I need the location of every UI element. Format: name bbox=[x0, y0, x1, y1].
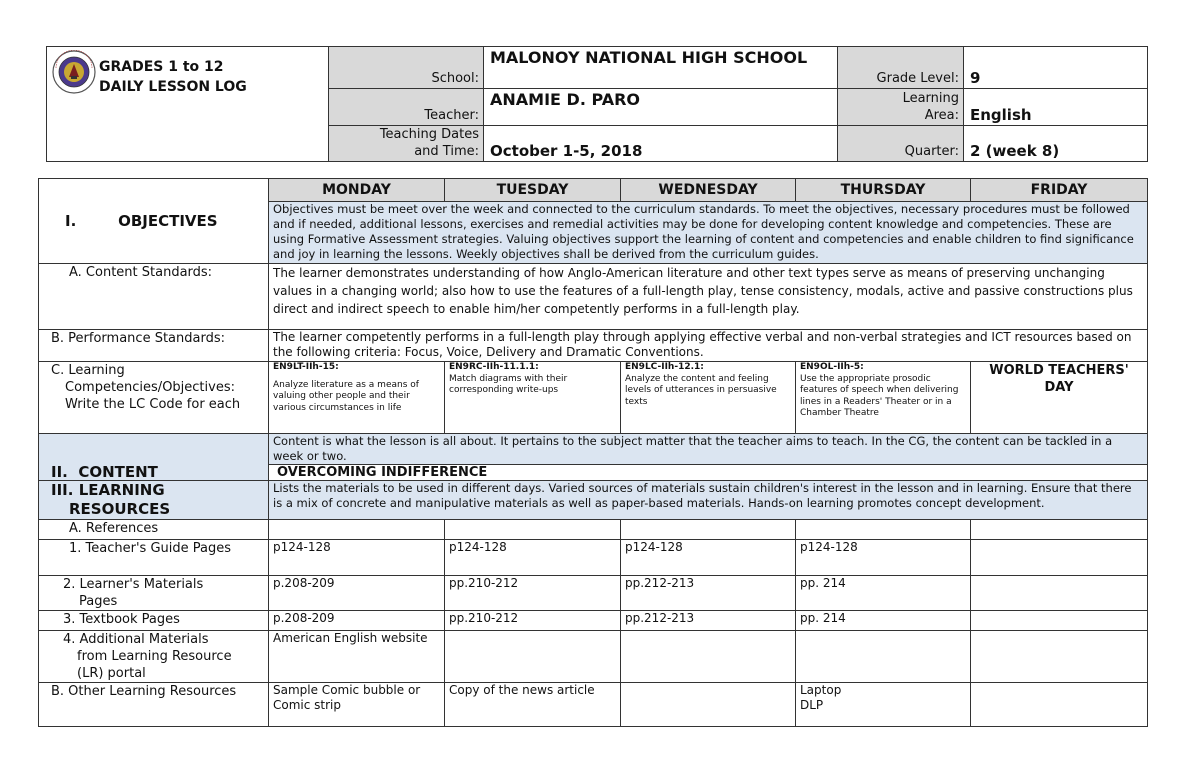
objectives-number: I. bbox=[65, 211, 77, 230]
quarter-label: Quarter: bbox=[838, 126, 964, 162]
learning-area-label bbox=[838, 89, 964, 126]
teaching-dates-label-line-1: Teaching Dates bbox=[379, 127, 479, 142]
school-value: MALONOY NATIONAL HIGH SCHOOL bbox=[484, 47, 838, 89]
competency-wednesday bbox=[621, 362, 796, 434]
competency-text-wednesday: Analyze the content and feeling levels of utterances in persuasive texts bbox=[625, 373, 777, 407]
additional-materials-thursday bbox=[796, 631, 971, 683]
textbook-pages-thursday: pp. 214 bbox=[796, 611, 971, 631]
objectives-note: Objectives must be meet over the week and connected to the curriculum standards. To meet the objectives, necessary procedures must be followed and if needed, additional lessons, exercises and remedial activities may be done for developing content knowledge and competencies. These are using Formative Assessment strategies. Valuing objectives support the learning of content and competencies and enable children to find significance and joy in learning the lessons. Weekly objectives shall be derived from the curriculum guides. bbox=[269, 202, 1148, 264]
teachers-guide-friday bbox=[971, 540, 1148, 576]
teachers-guide-wednesday: p124-128 bbox=[621, 540, 796, 576]
content-topic: OVERCOMING INDIFFERENCE bbox=[269, 465, 1148, 481]
competencies-label-line-1: C. Learning bbox=[51, 363, 125, 378]
learning-resources-note: Lists the materials to be used in different days. Varied sources of materials sustain children's interest in the lesson and in learning. Ensure that there is a mix of concrete and manipulative materials as well as paper-based materials. Hands-on learning promotes concept development. bbox=[269, 481, 1148, 520]
day-header-friday: FRIDAY bbox=[971, 179, 1148, 202]
content-standards-text: The learner demonstrates understanding of how Anglo-American literature and other text types serve as means of preserving unchanging values in a changing world; also how to use the features of a full-length play, tense consistency, modals, active and passive constructions plus direct and indirect speech to enable him/her competently performs in a full-length play. bbox=[269, 264, 1148, 330]
school-label: School: bbox=[329, 47, 484, 89]
competency-monday bbox=[269, 362, 445, 434]
textbook-pages-label: 3. Textbook Pages bbox=[39, 611, 269, 631]
lesson-log-table bbox=[38, 178, 1148, 727]
day-header-monday: MONDAY bbox=[269, 179, 445, 202]
performance-standards-text: The learner competently performs in a full-length play through applying effective verbal and non-verbal strategies and ICT resources based on the following criteria: Focus, Voice, Delivery and Dramatic Conventions. bbox=[269, 330, 1148, 362]
learning-resources-heading bbox=[39, 481, 269, 520]
learning-resources-number: III. bbox=[51, 481, 74, 499]
title-line-2: DAILY LESSON LOG bbox=[99, 79, 247, 95]
other-resources-thursday-line-2: DLP bbox=[800, 698, 824, 712]
header-table bbox=[46, 46, 1148, 162]
other-resources-tuesday: Copy of the news article bbox=[445, 683, 621, 727]
other-resources-thursday-line-1: Laptop bbox=[800, 683, 842, 697]
objectives-label: OBJECTIVES bbox=[118, 211, 218, 230]
competency-tuesday bbox=[445, 362, 621, 434]
teachers-guide-thursday: p124-128 bbox=[796, 540, 971, 576]
other-resources-monday bbox=[269, 683, 445, 727]
competency-text-thursday: Use the appropriate prosodic features of speech when delivering lines in a Readers' Theater or in a Chamber Theatre bbox=[800, 373, 959, 418]
competency-text-tuesday: Match diagrams with their corresponding write-ups bbox=[449, 373, 568, 395]
learning-area-label-line-1: Learning bbox=[902, 91, 959, 106]
day-header-tuesday: TUESDAY bbox=[445, 179, 621, 202]
references-label: A. References bbox=[39, 520, 269, 540]
competencies-label-line-3: Write the LC Code for each bbox=[65, 397, 241, 412]
learning-resources-line-1 bbox=[51, 481, 264, 500]
references-wednesday bbox=[621, 520, 796, 540]
textbook-pages-tuesday: pp.210-212 bbox=[445, 611, 621, 631]
teaching-dates-value: October 1-5, 2018 bbox=[484, 126, 838, 162]
references-friday bbox=[971, 520, 1148, 540]
learning-resources-label-2: RESOURCES bbox=[69, 500, 171, 518]
competency-code-wednesday: EN9LC-IIh-12.1: bbox=[625, 362, 704, 372]
learning-area-value: English bbox=[964, 89, 1148, 126]
other-resources-monday-line-2: Comic strip bbox=[273, 698, 341, 712]
additional-materials-label-line-3: (LR) portal bbox=[77, 666, 146, 681]
teaching-dates-label bbox=[329, 126, 484, 162]
references-tuesday bbox=[445, 520, 621, 540]
competency-code-monday: EN9LT-IIh-15: bbox=[273, 362, 339, 372]
learners-materials-label-line-2: Pages bbox=[79, 594, 118, 609]
day-header-thursday: THURSDAY bbox=[796, 179, 971, 202]
other-resources-monday-line-1: Sample Comic bubble or bbox=[273, 683, 421, 697]
competencies-label bbox=[39, 362, 269, 434]
logo-cell bbox=[47, 47, 329, 162]
objectives-heading bbox=[39, 179, 269, 264]
content-heading bbox=[39, 434, 269, 481]
grade-level-value: 9 bbox=[964, 47, 1148, 89]
day-header-wednesday: WEDNESDAY bbox=[621, 179, 796, 202]
content-label: CONTENT bbox=[78, 463, 158, 481]
other-resources-friday bbox=[971, 683, 1148, 727]
other-resources-thursday bbox=[796, 683, 971, 727]
textbook-pages-wednesday: pp.212-213 bbox=[621, 611, 796, 631]
additional-materials-tuesday bbox=[445, 631, 621, 683]
competency-code-tuesday: EN9RC-IIh-11.1.1: bbox=[449, 362, 539, 372]
additional-materials-label-line-2: from Learning Resource bbox=[77, 649, 232, 664]
teacher-value: ANAMIE D. PARO bbox=[484, 89, 838, 126]
additional-materials-friday bbox=[971, 631, 1148, 683]
competency-text-monday: Analyze literature as a means of valuing other people and their various circumstances in life bbox=[273, 379, 419, 413]
content-number: II. bbox=[51, 463, 68, 481]
teaching-dates-label-line-2: and Time: bbox=[414, 144, 479, 159]
content-note: Content is what the lesson is all about. It pertains to the subject matter that the teacher aims to teach. In the CG, the content can be tackled in a week or two. bbox=[269, 434, 1148, 465]
teachers-guide-tuesday: p124-128 bbox=[445, 540, 621, 576]
teachers-guide-label: 1. Teacher's Guide Pages bbox=[39, 540, 269, 576]
competency-thursday bbox=[796, 362, 971, 434]
textbook-pages-friday bbox=[971, 611, 1148, 631]
learners-materials-friday bbox=[971, 576, 1148, 611]
performance-standards-label: B. Performance Standards: bbox=[39, 330, 269, 362]
references-monday bbox=[269, 520, 445, 540]
additional-materials-wednesday bbox=[621, 631, 796, 683]
competencies-label-line-2: Competencies/Objectives: bbox=[65, 380, 235, 395]
textbook-pages-monday: p.208-209 bbox=[269, 611, 445, 631]
teacher-label: Teacher: bbox=[329, 89, 484, 126]
document-title bbox=[99, 57, 247, 97]
other-resources-wednesday bbox=[621, 683, 796, 727]
other-resources-label: B. Other Learning Resources bbox=[39, 683, 269, 727]
learning-resources-label-1: LEARNING bbox=[78, 481, 165, 499]
learners-materials-thursday: pp. 214 bbox=[796, 576, 971, 611]
additional-materials-monday: American English website bbox=[269, 631, 445, 683]
additional-materials-label bbox=[39, 631, 269, 683]
learners-materials-wednesday: pp.212-213 bbox=[621, 576, 796, 611]
teachers-guide-monday: p124-128 bbox=[269, 540, 445, 576]
content-standards-label: A. Content Standards: bbox=[39, 264, 269, 330]
references-thursday bbox=[796, 520, 971, 540]
quarter-value: 2 (week 8) bbox=[964, 126, 1148, 162]
learners-materials-label bbox=[39, 576, 269, 611]
grade-level-label: Grade Level: bbox=[838, 47, 964, 89]
additional-materials-label-line-1: 4. Additional Materials bbox=[63, 632, 209, 647]
competency-code-thursday: EN9OL-IIh-5: bbox=[800, 362, 864, 372]
competency-friday: WORLD TEACHERS' DAY bbox=[971, 362, 1148, 434]
learners-materials-label-line-1: 2. Learner's Materials bbox=[63, 577, 204, 592]
learners-materials-monday: p.208-209 bbox=[269, 576, 445, 611]
learning-area-label-line-2: Area: bbox=[924, 108, 959, 123]
deped-seal-icon bbox=[52, 50, 96, 94]
learners-materials-tuesday: pp.210-212 bbox=[445, 576, 621, 611]
title-line-1: GRADES 1 to 12 bbox=[99, 59, 224, 75]
